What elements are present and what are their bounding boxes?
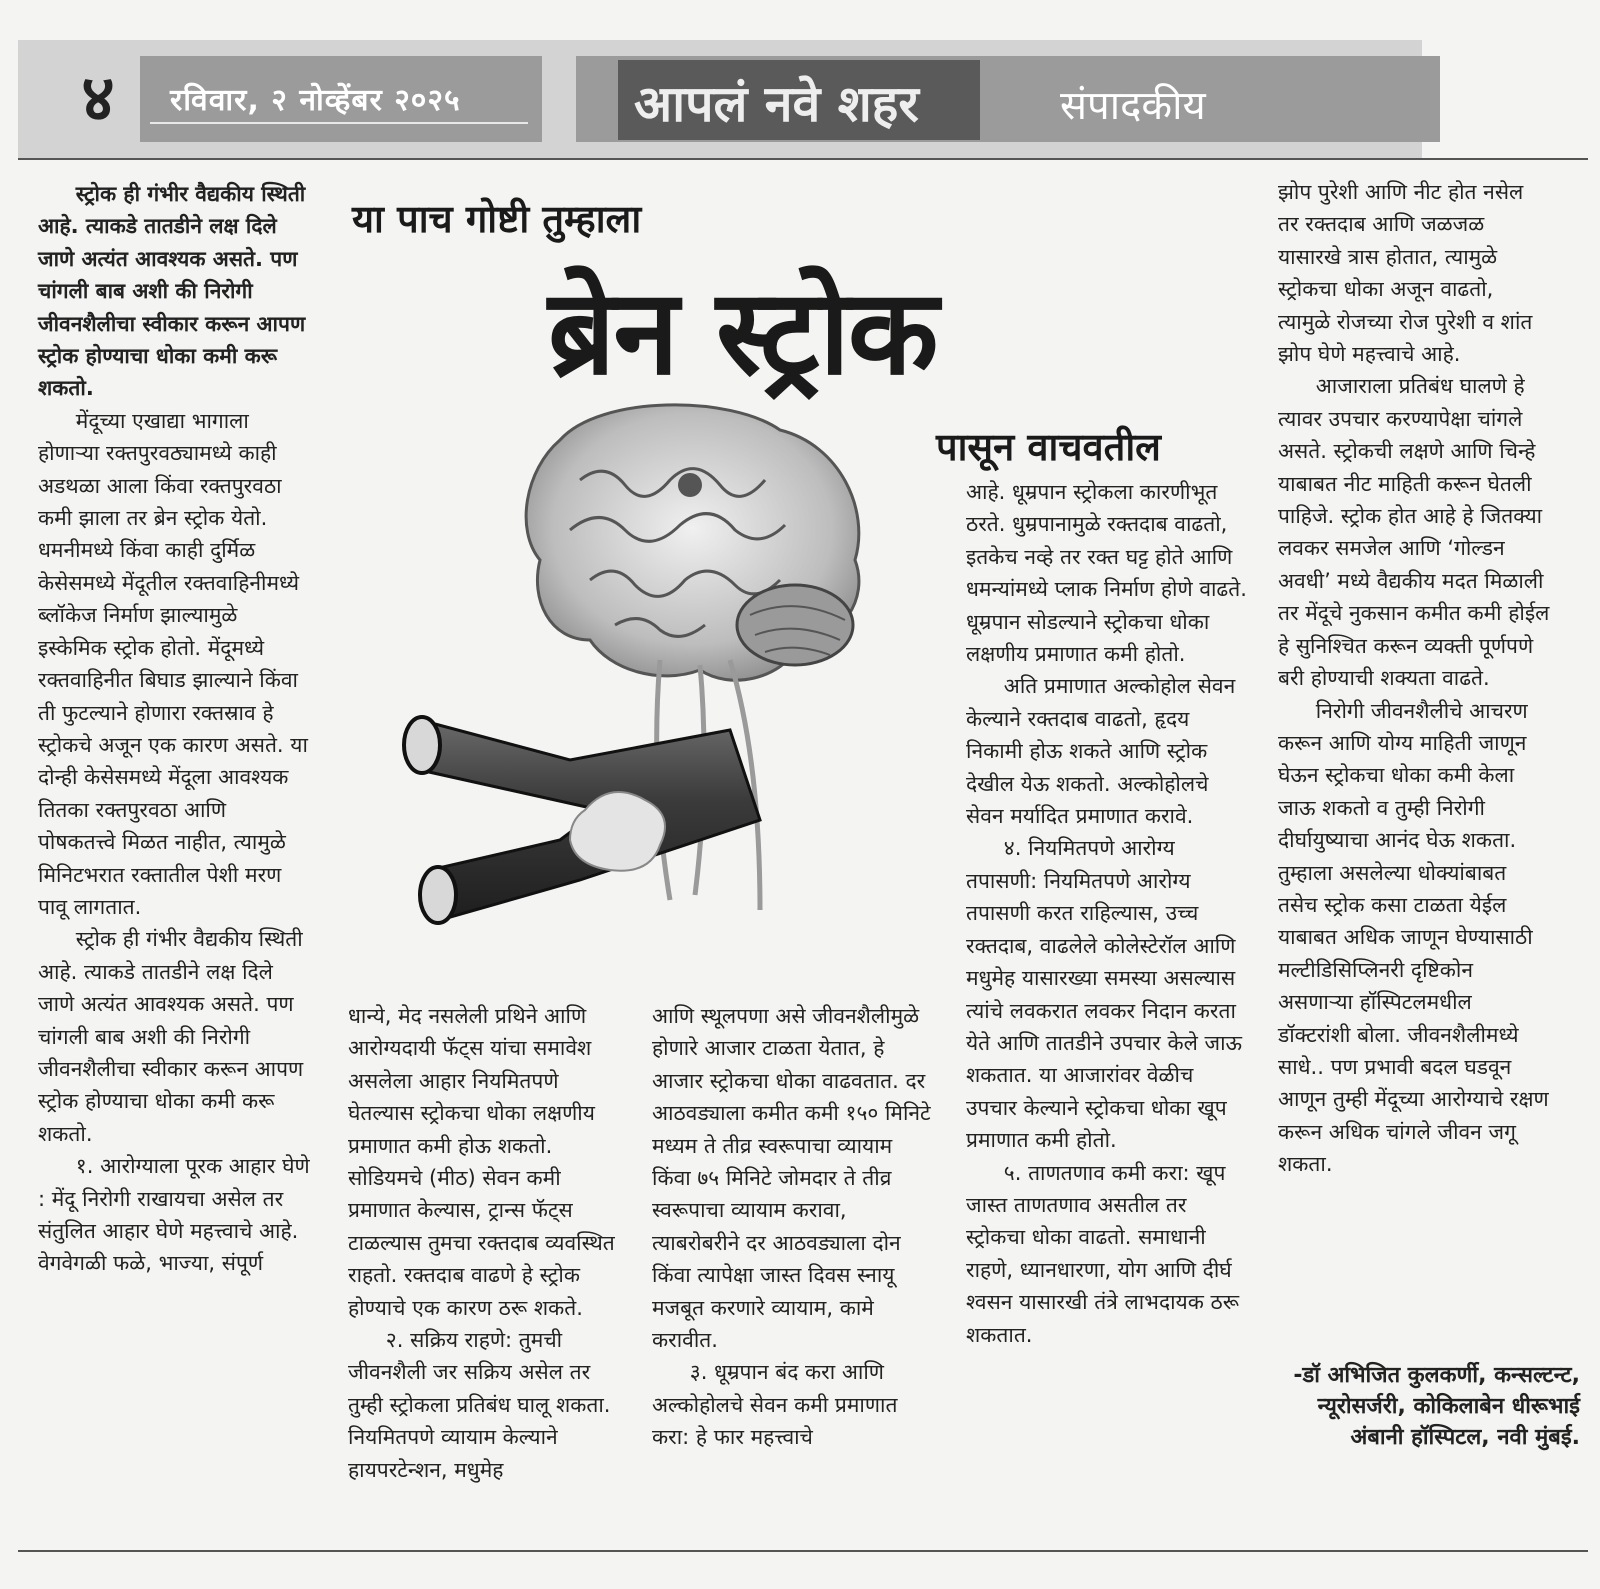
paragraph: स्ट्रोक ही गंभीर वैद्यकीय स्थिती आहे. त्याकडे तातडीने लक्ष दिले जाणे अत्यंत आवश्यक असते. पण चांगली बाब अशी की निरोगी जीवनशैलीचा स्वीकार करून आपण स्ट्रोक होण्याचा धोका कमी करू शकतो.: [38, 927, 304, 1146]
page-header: [18, 40, 1422, 158]
artery-icon: [404, 717, 760, 923]
article-column-2: [348, 1000, 626, 1486]
paragraph: आहे. धूम्रपान स्ट्रोकला कारणीभूत ठरते. धुम्रपानामुळे रक्तदाब वाढतो, इतकेच नव्हे तर रक्त घट्ट होते आणि धमन्यांमध्ये प्लाक निर्माण होणे वाढते. धूम्रपान सोडल्याने स्ट्रोकचा धोका लक्षणीय प्रमाणात कमी होतो.: [966, 480, 1247, 667]
paragraph: धान्ये, मेद नसलेली प्रथिने आणि आरोग्यदायी फॅट्स यांचा समावेश असलेला आहार नियमितपणे घेतल्यास स्ट्रोकचा धोका लक्षणीय प्रमाणात कमी होऊ शकतो. सोडियमचे (मीठ) सेवन कमी प्रमाणात केल्यास, ट्रान्स फॅट्स टाळल्यास तुमचा रक्तदाब व्यवस्थित राहतो. रक्तदाब वाढणे हे स्ट्रोक होण्याचे एक कारण ठरू शकते.: [348, 1004, 615, 1320]
article-column-3: [652, 1000, 934, 1454]
issue-date: रविवार, २ नोव्हेंबर २०२५: [170, 83, 461, 118]
date-banner: [140, 56, 542, 142]
paragraph: आणि स्थूलपणा असे जीवनशैलीमुळे होणारे आजार टाळता येतात, हे आजार स्ट्रोकचा धोका वाढवतात. दर आठवड्याला कमीत कमी १५० मिनिटे मध्यम ते तीव्र स्वरूपाचा व्यायाम किंवा ७५ मिनिटे जोमदार ते तीव्र स्वरूपाचा व्यायाम करावा, त्याबरोबरीने दर आठवड्याला दोन किंवा त्यापेक्षा जास्त दिवस स्नायू मजबूत करणारे व्यायाम, कामे करावीत.: [652, 1004, 931, 1353]
paragraph: २. सक्रिय राहणे: तुमची जीवनशैली जर सक्रिय असेल तर तुम्ही स्ट्रोकला प्रतिबंध घालू शकता. नियमितपणे व्यायाम केल्याने हायपरटेन्शन, मधुमेह: [348, 1328, 611, 1482]
title-banner: [576, 56, 1440, 142]
paragraph: स्ट्रोक ही गंभीर वैद्यकीय स्थिती आहे. त्याकडे तातडीने लक्ष दिले जाणे अत्यंत आवश्यक असते. पण चांगली बाब अशी की निरोगी जीवनशैलीचा स्वीकार करून आपण स्ट्रोक होण्याचा धोका कमी करू शकतो.: [38, 182, 306, 401]
paragraph: ४. नियमितपणे आरोग्य तपासणी: नियमितपणे आरोग्य तपासणी करत राहिल्यास, उच्च रक्तदाब, वाढलेले कोलेस्टेरॉल आणि मधुमेह यासारख्या समस्या असल्यास त्यांचे लवकरात लवकर निदान करता येते आणि तातडीने उपचार केले जाऊ शकतात. या आजारांवर वेळीच उपचार केल्याने स्ट्रोकचा धोका खूप प्रमाणात कमी होतो.: [966, 836, 1242, 1153]
paragraph: ३. धूम्रपान बंद करा आणि अल्कोहोलचे सेवन कमी प्रमाणात करा: हे फार महत्त्वाचे: [652, 1360, 898, 1450]
article-column-5: [1278, 176, 1550, 1181]
headline-subtitle: पासून वाचवतील: [936, 425, 1161, 469]
article-column-1: [38, 178, 310, 1280]
author-signature: -डॉ अभिजित कुलकर्णी, कन्सल्टन्ट, न्यूरोसर्जरी, कोकिलाबेन धीरूभाई अंबानी हॉस्पिटल, नवी मुंबई.: [1293, 1363, 1580, 1450]
brain-icon: [526, 405, 859, 680]
top-rule: [18, 158, 1588, 160]
date-underline: [150, 122, 528, 124]
paragraph: ५. ताणतणाव कमी करा: खूप जास्त ताणतणाव असतील तर स्ट्रोकचा धोका वाढतो. समाधानी राहणे, ध्यानधारणा, योग आणि दीर्घ श्वसन यासारखी तंत्रे लाभदायक ठरू शकतात.: [966, 1160, 1240, 1347]
paper-title: आपलं नवे शहर: [634, 75, 919, 133]
headline-kicker: या पाच गोष्टी तुम्हाला: [352, 197, 642, 241]
section-name: संपादकीय: [1060, 83, 1206, 129]
page-number: ४: [81, 61, 115, 136]
article-column-4: [966, 476, 1248, 1351]
paragraph: झोप पुरेशी आणि नीट होत नसेल तर रक्तदाब आणि जळजळ यासारखे त्रास होतात, त्यामुळे स्ट्रोकचा धोका अजून वाढतो, त्यामुळे रोजच्या रोज पुरेशी व शांत झोप घेणे महत्त्वाचे आहे.: [1278, 180, 1533, 367]
paragraph: मेंदूच्या एखाद्या भागाला होणाऱ्या रक्तपुरवठ्यामध्ये काही अडथळा आला किंवा रक्तपुरवठा कमी झाला तर ब्रेन स्ट्रोक येतो. धमनीमध्ये किंवा काही दुर्मिळ केसेसमध्ये मेंदूतील रक्तवाहिनीमध्ये ब्लॉकेज निर्माण झाल्यामुळे इस्केमिक स्ट्रोक होतो. मेंदूमध्ये रक्तवाहिनीत बिघाड झाल्याने किंवा ती फुटल्याने होणारा रक्तस्राव हे स्ट्रोकचे अजून एक कारण असते. या दोन्ही केसेसमध्ये मेंदूला आवश्यक तितका रक्तपुरवठा आणि पोषकतत्त्वे मिळत नाहीत, त्यामुळे मिनिटभरात रक्तातील पेशी मरण पावू लागतात.: [38, 408, 308, 919]
paragraph: निरोगी जीवनशैलीचे आचरण करून आणि योग्य माहिती जाणून घेऊन स्ट्रोकचा धोका कमी केला जाऊ शकतो व तुम्ही निरोगी दीर्घायुष्याचा आनंद घेऊ शकता. तुम्हाला असलेल्या धोक्यांबाबत तसेच स्ट्रोक कसा टाळता येईल याबाबत अधिक जाणून घेण्यासाठी मल्टीडिसिप्लिनरी दृष्टिकोन असणाऱ्या हॉस्पिटलमधील डॉक्टरांशी बोला. जीवनशैलीमध्ये साधे.. पण प्रभावी बदल घडवून आणून तुम्ही मेंदूच्या आरोग्याचे रक्षण करून अधिक चांगले जीवन जगू शकता.: [1278, 698, 1549, 1177]
headline-title: ब्रेन स्ट्रोक: [548, 263, 937, 401]
bottom-rule: [18, 1550, 1588, 1552]
paragraph: अति प्रमाणात अल्कोहोल सेवन केल्याने रक्तदाब वाढतो, हृदय निकामी होऊ शकते आणि स्ट्रोक देखील येऊ शकतो. अल्कोहोलचे सेवन मर्यादित प्रमाणात करावे.: [966, 674, 1236, 829]
paragraph: १. आरोग्याला पूरक आहार घेणे : मेंदू निरोगी राखायचा असेल तर संतुलित आहार घेणे महत्त्वाचे आहे. वेगवेगळी फळे, भाज्या, संपूर्ण: [38, 1154, 310, 1276]
paragraph: आजाराला प्रतिबंध घालणे हे त्यावर उपचार करण्यापेक्षा चांगले असते. स्ट्रोकची लक्षणे आणि चिन्हे याबाबत नीट माहिती करून घेतली पाहिजे. स्ट्रोक होत आहे हे जितक्या लवकर समजेल आणि ‘गोल्डन अवधी’ मध्ये वैद्यकीय मदत मिळाली तर मेंदूचे नुकसान कमीत कमी होईल हे सुनिश्चित करून व्यक्ती पूर्णपणे बरी होण्याची शक्यता वाढते.: [1278, 374, 1550, 691]
brain-artery-illustration: [400, 400, 920, 990]
paper-title-box: [618, 60, 980, 140]
